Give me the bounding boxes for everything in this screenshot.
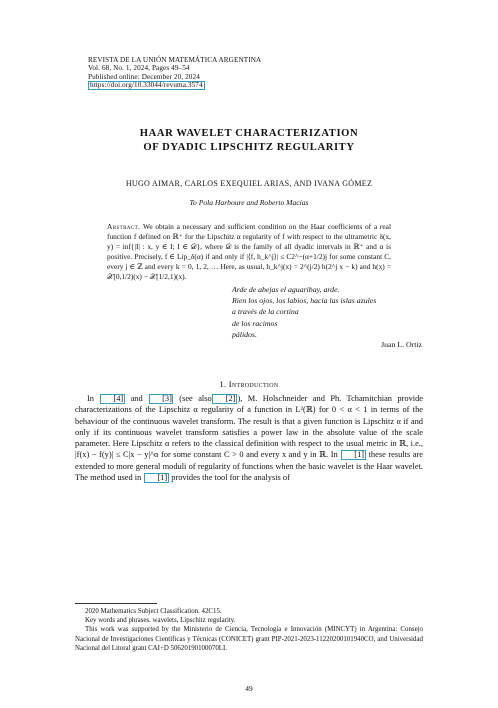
abstract [107,222,391,281]
text-run: ), M. Holschneider and Ph. Tchamitchian provide characterizations of the Lipschitz α regularity of a function in L²(ℝ) for 0 < α < 1 in terms of the behaviour of the continuous wavelet transform. The result is that a given function is Lipschitz α if and only if its continuous wavelet transform satisfies a power law in the absolute value of the scale parameter. Here Lipschitz α refers to the classical definition with respect to the usual metric in ℝ, i.e., |f(x) − f(y)| ≤ C|x − y|^α for some constant C > 0 and every x and y in ℝ. In [75,394,423,460]
dedication: To Pola Harboure and Roberto Macías [189,198,309,207]
epigraph-line: Arde de abejas el aguaribay, arde. [232,285,340,294]
footnote-msc: 2020 Mathematics Subject Classification. 42C15. [85,608,222,615]
title-line-2: OF DYADIC LIPSCHITZ REGULARITY [143,142,355,153]
section-number: 1. [219,380,227,389]
text-run: In [87,394,94,403]
citation-link[interactable]: [1] [144,473,169,483]
footnote-support: This work was supported by the Ministerio de Ciencia, Tecnología e Innovación (MINCYT) in Argentina: Consejo Nacional de Investigaciones Científicas y Técnicas (CONICET) grant PIP-2021-2023-11220200101940CO, and Universidad Nacional del Litoral grant CAI+D 50620190100070LI. [75,626,423,652]
paper-title [0,127,498,155]
body-text [75,393,423,483]
epigraph-line: pálidos. [232,329,257,339]
abstract-text: We obtain a necessary and sufficient condition on the Haar coefficients of a real function f defined on ℝ⁺ for the Lipschitz α regularity of f with respect to the ultrametric δ(x, y) = inf{|I| : x, y ∈ I; I ∈ 𝒟}, where 𝒟 is the family of all dyadic intervals in ℝ⁺ and α is positive. Precisely, f ∈ Lip_δ(α) if and only if |⟨f, h_k^j⟩| ≤ C2^−(α+1/2)j for some constant C, every j ∈ ℤ and every k = 0, 1, 2, … Here, as usual, h_k^j(x) = 2^(j/2) h(2^j x − k) and h(x) = 𝒳[0,1/2)(x) − 𝒳[1/2,1)(x). [107,222,392,281]
epigraph-author: Juan L. Ortiz [381,340,422,349]
citation-link[interactable]: [2] [212,394,237,404]
footnote-rule [75,603,157,604]
text-run: provides the tool for the analysis of [171,473,290,483]
text-run: these results are extended to more general moduli of regularity of functions when the basic wavelet is the Haar wavelet. The method used in [75,450,424,483]
epigraph-line: de los racimos [232,318,278,328]
journal-volume: Vol. 68, No. 1, 2024, Pages 49–54 [88,64,190,73]
citation-link[interactable]: [1] [341,450,366,460]
section-title: Introduction [228,380,279,389]
epigraph-line: a través de la cortina [232,307,299,317]
paragraph [75,393,423,483]
epigraph-line: Rien los ojos, los labios, hacia las islas azules [232,296,377,306]
epigraph [232,284,422,340]
footnotes [75,607,423,653]
footnote-keywords: Key words and phrases. wavelets, Lipschitz regularity. [85,617,236,625]
text-run: (see also [179,394,212,403]
citation-link[interactable]: [4] [100,394,125,404]
journal-header [88,56,261,90]
page-number: 49 [245,684,253,693]
citation-link[interactable]: [3] [149,394,174,404]
abstract-label: Abstract. [107,222,141,231]
authors: HUGO AIMAR, CARLOS EXEQUIEL ARIAS, AND IVANA GÓMEZ [125,179,373,188]
doi-link[interactable]: https://doi.org/10.33044/revuma.3574 [90,81,203,90]
publication-date: Published online: December 20, 2024 [88,72,200,81]
section-heading [0,380,498,389]
title-line-1: HAAR WAVELET CHARACTERIZATION [139,128,359,139]
journal-name: REVISTA DE LA UNIÓN MATEMÁTICA ARGENTINA [88,56,262,64]
text-run: and [130,394,143,403]
